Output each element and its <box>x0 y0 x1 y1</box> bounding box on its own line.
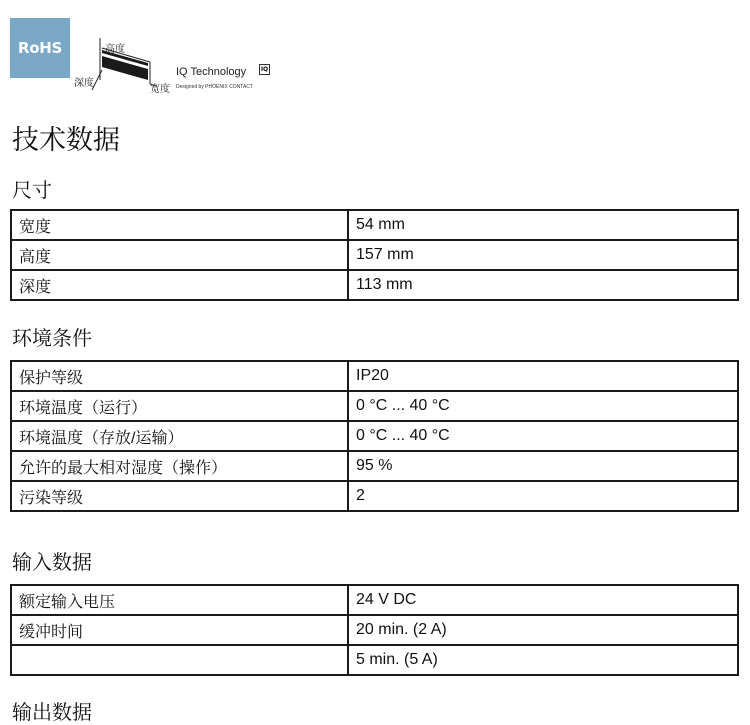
table-row <box>11 391 738 421</box>
table-row <box>11 270 738 300</box>
row-label: 保护等级 <box>11 361 348 391</box>
row-value: 24 V DC <box>348 585 738 615</box>
row-label: 污染等级 <box>11 481 348 511</box>
brand-tagline: Designed by PHOENIX CONTACT <box>176 84 253 90</box>
row-label: 额定输入电压 <box>11 585 348 615</box>
depth-label: 深度 <box>74 78 94 89</box>
section-title-input-data: 输入数据 <box>12 550 92 574</box>
row-label: 环境温度（运行） <box>11 391 348 421</box>
dimensions-table <box>10 209 739 301</box>
iq-technology-brand: IQ Technology <box>176 66 247 78</box>
row-value: 54 mm <box>348 210 738 240</box>
table-row <box>11 451 738 481</box>
section-title-environment: 环境条件 <box>12 326 92 350</box>
header-band <box>0 0 750 100</box>
row-value: 0 °C ... 40 °C <box>348 421 738 451</box>
row-label: 深度 <box>11 270 348 300</box>
row-label: 允许的最大相对湿度（操作） <box>11 451 348 481</box>
section-title-dimensions: 尺寸 <box>12 178 52 202</box>
page-title: 技术数据 <box>12 125 120 156</box>
table-row <box>11 481 738 511</box>
table-row <box>11 421 738 451</box>
row-value: 2 <box>348 481 738 511</box>
row-value: 113 mm <box>348 270 738 300</box>
row-value: 95 % <box>348 451 738 481</box>
row-label: 宽度 <box>11 210 348 240</box>
iq-badge-icon: IQ <box>260 66 269 73</box>
row-value: 157 mm <box>348 240 738 270</box>
table-row <box>11 585 738 615</box>
width-label: 宽度 <box>150 84 170 95</box>
input-data-table <box>10 584 739 676</box>
row-label: 缓冲时间 <box>11 615 348 645</box>
row-label <box>11 645 348 675</box>
row-value: 0 °C ... 40 °C <box>348 391 738 421</box>
table-row <box>11 645 738 675</box>
row-label: 环境温度（存放/运输） <box>11 421 348 451</box>
rohs-logo: RoHS <box>10 18 70 78</box>
table-row <box>11 615 738 645</box>
environment-table <box>10 360 739 512</box>
table-row <box>11 210 738 240</box>
height-label: 高度 <box>105 44 125 55</box>
table-row <box>11 361 738 391</box>
row-value: 20 min. (2 A) <box>348 615 738 645</box>
row-value: 5 min. (5 A) <box>348 645 738 675</box>
row-value: IP20 <box>348 361 738 391</box>
section-title-output-data: 输出数据 <box>12 700 92 724</box>
row-label: 高度 <box>11 240 348 270</box>
table-row <box>11 240 738 270</box>
